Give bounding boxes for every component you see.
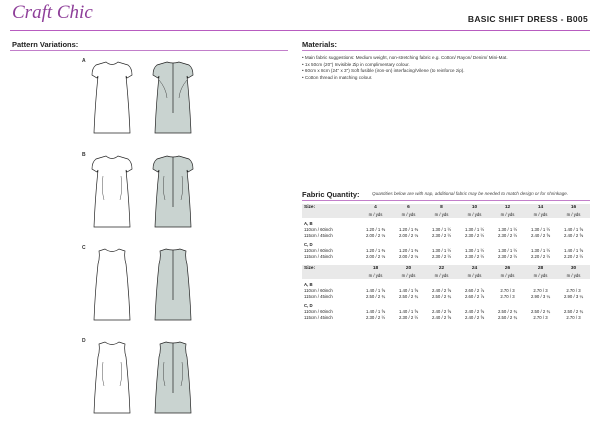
fabric-width-label: 115cm / 45inch: [304, 315, 333, 320]
materials-item: • 1x 50cm (20") Invisible Zip in complimentary colour.: [302, 61, 410, 67]
quantity-cell: 1.30 / 1 ½: [464, 227, 485, 232]
quantity-cell: 2.50 / 2 ¾: [497, 309, 518, 314]
quantity-cell: 1.20 / 1 ⅜: [398, 227, 419, 232]
unit-label: m / yds: [458, 212, 491, 218]
fabric-quantity-divider: [302, 200, 590, 201]
quantity-cell: 2.60 / 2 ⅞: [464, 294, 485, 299]
quantity-cell: 2.50 / 2 ¾: [563, 309, 584, 314]
header-divider: [10, 30, 590, 31]
fabric-quantity-heading: Fabric Quantity:: [302, 190, 360, 199]
size-column-header: 26: [491, 265, 524, 273]
materials-divider: [302, 50, 590, 51]
materials-item: • Main fabric suggestions: Medium weight, non-stretching fabric e.g. Cotton/ Rayon/ Denim/ Mini-Mat.: [302, 55, 508, 60]
quantity-cell: 2.30 / 2 ½: [398, 315, 419, 320]
quantity-cell: 1.40 / 1 ⅝: [563, 248, 584, 253]
quantity-cell: 2.50 / 2 ¾: [530, 309, 551, 314]
materials-item: • 60cm x 8cm (24" x 3") Soft fusible (iron-on) interfacing/Vilene (to reinforce zip).: [302, 68, 465, 74]
fabric-width-label: 110cm / 60inch: [304, 288, 333, 293]
fabric-table-1: [302, 204, 590, 260]
quantity-cell: 2.20 / 2 ½: [563, 254, 584, 259]
quantity-cell: 2.00 / 2 ⅛: [398, 254, 419, 259]
quantity-cell: 1.30 / 1 ½: [464, 248, 485, 253]
fabric-width-label: 110cm / 60inch: [304, 227, 333, 232]
variation-c-back-illustration: [146, 245, 200, 325]
variation-d-back-illustration: [146, 338, 200, 418]
variation-group-label: C, D: [304, 242, 313, 247]
variation-d-label: D: [82, 338, 86, 344]
quantity-cell: 2.90 / 3 ¼: [563, 294, 584, 299]
quantity-cell: 1.20 / 1 ⅜: [365, 248, 386, 253]
quantity-cell: 1.30 / 1 ½: [431, 248, 452, 253]
brand-logo: Craft Chic: [12, 2, 93, 23]
variation-b-front-illustration: [85, 152, 139, 232]
unit-label: m / yds: [359, 212, 392, 218]
size-column-header: 4: [359, 204, 392, 212]
materials-list: [302, 55, 592, 81]
unit-label: m / yds: [425, 212, 458, 218]
unit-label: m / yds: [524, 273, 557, 279]
quantity-cell: 1.30 / 1 ½: [431, 227, 452, 232]
quantity-cell: 2.50 / 2 ¾: [431, 294, 452, 299]
quantity-cell: 2.40 / 2 ⅝: [530, 233, 551, 238]
quantity-cell: 2.00 / 2 ⅛: [365, 233, 386, 238]
quantity-cell: 1.30 / 1 ½: [530, 248, 551, 253]
variation-group-label: A, B: [304, 282, 313, 287]
size-column-header: 28: [524, 265, 557, 273]
variation-a-label: A: [82, 58, 86, 64]
document-title: BASIC SHIFT DRESS - B005: [467, 14, 588, 24]
size-column-header: 6: [392, 204, 425, 212]
size-column-header: 16: [557, 204, 590, 212]
size-column-header: 18: [359, 265, 392, 273]
quantity-cell: 2.40 / 2 ⅝: [563, 233, 584, 238]
fabric-width-label: 110cm / 60inch: [304, 309, 333, 314]
variation-a-back-illustration: [146, 58, 200, 138]
size-column-header: 12: [491, 204, 524, 212]
size-column-header: 8: [425, 204, 458, 212]
size-column-header: 24: [458, 265, 491, 273]
size-column-header: 20: [392, 265, 425, 273]
size-column-header: 14: [524, 204, 557, 212]
quantity-cell: 2.00 / 2 ⅛: [398, 233, 419, 238]
unit-label: m / yds: [425, 273, 458, 279]
fabric-width-label: 115cm / 45inch: [304, 233, 333, 238]
quantity-cell: 2.60 / 2 ⅞: [464, 288, 485, 293]
pattern-variations-divider: [10, 50, 288, 51]
size-column-header: 10: [458, 204, 491, 212]
quantity-cell: 2.50 / 2 ¾: [365, 294, 386, 299]
quantity-cell: 2.90 / 3 ¼: [530, 294, 551, 299]
size-column-header: 22: [425, 265, 458, 273]
quantity-cell: 2.70 / 3: [566, 288, 581, 293]
quantity-cell: 1.40 / 1 ⅝: [398, 309, 419, 314]
quantity-cell: 1.30 / 1 ½: [497, 227, 518, 232]
table-row: [302, 254, 590, 260]
quantity-cell: 2.70 / 3: [500, 294, 515, 299]
quantity-cell: 2.30 / 2 ½: [464, 233, 485, 238]
quantity-cell: 2.30 / 2 ½: [431, 254, 452, 259]
fabric-table-2: [302, 265, 590, 321]
quantity-cell: 2.40 / 2 ⅝: [464, 309, 485, 314]
quantity-cell: 2.40 / 2 ⅝: [431, 315, 452, 320]
variation-group-label: C, D: [304, 303, 313, 308]
variation-c-label: C: [82, 245, 86, 251]
unit-label: m / yds: [392, 273, 425, 279]
quantity-cell: 2.30 / 2 ½: [365, 315, 386, 320]
quantity-cell: 2.50 / 2 ¾: [398, 294, 419, 299]
fabric-width-label: 110cm / 60inch: [304, 248, 333, 253]
quantity-cell: 1.40 / 1 ⅝: [365, 288, 386, 293]
quantity-cell: 1.30 / 1 ½: [530, 227, 551, 232]
unit-label: m / yds: [557, 273, 590, 279]
variation-c-front-illustration: [85, 245, 139, 325]
fabric-width-label: 115cm / 45inch: [304, 294, 333, 299]
variation-d-front-illustration: [85, 338, 139, 418]
size-column-header: 30: [557, 265, 590, 273]
unit-label: m / yds: [491, 212, 524, 218]
unit-label: m / yds: [557, 212, 590, 218]
quantity-cell: 1.20 / 1 ⅜: [365, 227, 386, 232]
fabric-quantity-note: Quantities below are with nap, additional fabric may be needed to match design or for shrinkage.: [372, 191, 569, 196]
table-row: [302, 315, 590, 321]
quantity-cell: 1.20 / 1 ⅜: [398, 248, 419, 253]
quantity-cell: 2.00 / 2 ⅛: [365, 254, 386, 259]
quantity-cell: 2.30 / 2 ½: [497, 254, 518, 259]
unit-label: m / yds: [458, 273, 491, 279]
quantity-cell: 2.50 / 2 ¾: [497, 315, 518, 320]
unit-label: m / yds: [491, 273, 524, 279]
unit-label: m / yds: [524, 212, 557, 218]
quantity-cell: 2.70 / 3: [533, 288, 548, 293]
quantity-cell: 1.40 / 1 ⅝: [563, 227, 584, 232]
variation-group-label: A, B: [304, 221, 313, 226]
materials-item: • Cotton thread in matching colour.: [302, 74, 373, 80]
quantity-cell: 2.40 / 2 ⅝: [431, 288, 452, 293]
size-header: Size:: [302, 204, 359, 212]
fabric-width-label: 115cm / 45inch: [304, 254, 333, 259]
materials-heading: Materials:: [302, 40, 338, 49]
unit-label: m / yds: [392, 212, 425, 218]
quantity-cell: 2.40 / 2 ⅝: [464, 315, 485, 320]
quantity-cell: 1.40 / 1 ⅝: [398, 288, 419, 293]
size-header: Size:: [302, 265, 359, 273]
quantity-cell: 2.30 / 2 ½: [497, 233, 518, 238]
variation-b-back-illustration: [146, 152, 200, 232]
quantity-cell: 1.30 / 1 ½: [497, 248, 518, 253]
quantity-cell: 2.30 / 2 ½: [464, 254, 485, 259]
variation-b-label: B: [82, 152, 86, 158]
quantity-cell: 2.70 / 3: [533, 315, 548, 320]
variation-a-front-illustration: [85, 58, 139, 138]
unit-label: m / yds: [359, 273, 392, 279]
quantity-cell: 2.20 / 2 ½: [530, 254, 551, 259]
pattern-variations-heading: Pattern Variations:: [12, 40, 79, 49]
quantity-cell: 2.70 / 3: [566, 315, 581, 320]
quantity-cell: 2.70 / 3: [500, 288, 515, 293]
quantity-cell: 1.40 / 1 ⅝: [365, 309, 386, 314]
quantity-cell: 2.40 / 2 ⅝: [431, 309, 452, 314]
quantity-cell: 2.30 / 2 ½: [431, 233, 452, 238]
